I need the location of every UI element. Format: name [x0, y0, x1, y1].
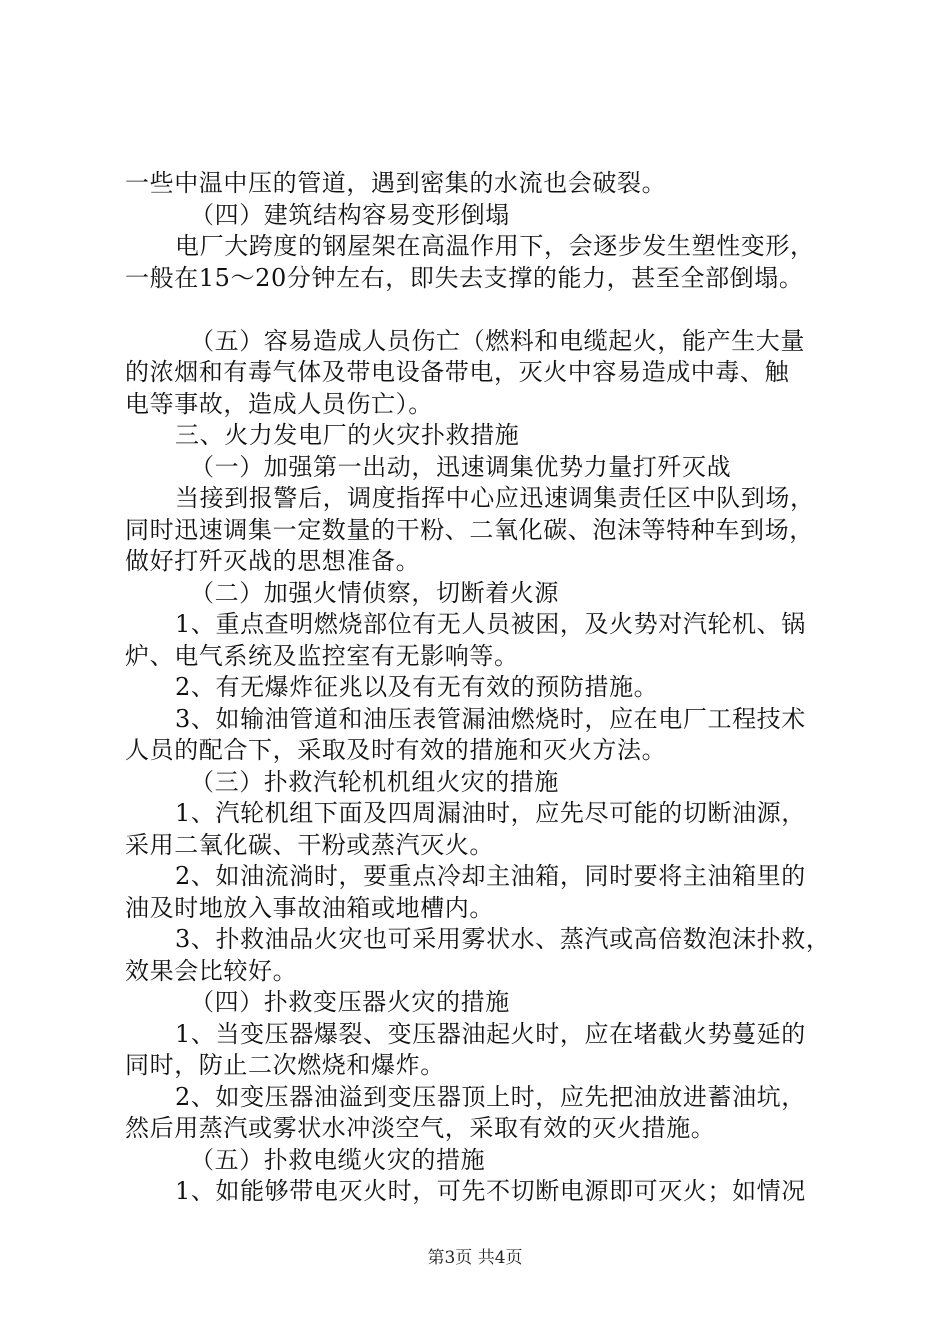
document-body: [125, 168, 835, 1208]
text-line: 1、当变压器爆裂、变压器油起火时，应在堵截火势蔓延的: [175, 1019, 806, 1048]
paragraph-gap: [125, 294, 835, 326]
text-line: 1、重点查明燃烧部位有无人员被困，及火势对汽轮机、锅: [175, 610, 806, 638]
text-line: 2、如油流淌时，要重点冷却主油箱，同时要将主油箱里的: [175, 862, 806, 890]
text-line: 电等事故，造成人员伤亡）。: [125, 389, 433, 418]
text-line: （五）扑救电缆火灾的措施: [190, 1145, 486, 1174]
text-line: （四）建筑结构容易变形倒塌: [190, 200, 510, 229]
text-line: 同时，防止二次燃烧和爆炸。: [125, 1051, 445, 1079]
text-line: 2、有无爆炸征兆以及有无有效的预防措施。: [175, 673, 659, 701]
text-line: 3、如输油管道和油压表管漏油燃烧时，应在电厂工程技术: [175, 704, 806, 733]
text-line: 一般在15～20分钟左右，即失去支撑的能力，甚至全部倒塌。: [125, 263, 804, 292]
text-line: （四）扑救变压器火灾的措施: [190, 988, 510, 1016]
text-line: 2、如变压器油溢到变压器顶上时，应先把油放进蓄油坑，: [175, 1082, 806, 1111]
text-line: 的浓烟和有毒气体及带电设备带电，灭火中容易造成中毒、触: [125, 358, 790, 386]
text-line: 一些中温中压的管道，遇到密集的水流也会破裂。: [125, 169, 667, 197]
text-line: 油及时地放入事故油箱或地槽内。: [125, 893, 494, 922]
text-line: 人员的配合下，采取及时有效的措施和灭火方法。: [125, 736, 667, 764]
text-line: 三、火力发电厂的火灾扑救措施: [175, 421, 520, 449]
text-line: （三）扑救汽轮机机组火灾的措施: [190, 767, 559, 796]
text-line: 然后用蒸汽或雾状水冲淡空气，采取有效的灭火措施。: [125, 1114, 716, 1142]
text-line: 做好打歼灭战的思想准备。: [125, 547, 421, 575]
text-line: 1、汽轮机组下面及四周漏油时，应先尽可能的切断油源，: [175, 799, 806, 827]
text-line: 同时迅速调集一定数量的干粉、二氧化碳、泡沫等特种车到场，: [125, 515, 814, 544]
text-line: 采用二氧化碳、干粉或蒸汽灭火。: [125, 830, 494, 859]
text-line: （二）加强火情侦察，切断着火源: [190, 578, 559, 607]
text-line: （五）容易造成人员伤亡（燃料和电缆起火，能产生大量: [190, 326, 805, 355]
text-line: 1、如能够带电灭火时，可先不切断电源即可灭火；如情况: [175, 1177, 806, 1205]
text-line: 当接到报警后，调度指挥中心应迅速调集责任区中队到场，: [175, 484, 815, 512]
text-line: 炉、电气系统及监控室有无影响等。: [125, 641, 519, 670]
text-line: 电厂大跨度的钢屋架在高温作用下，会逐步发生塑性变形，: [175, 232, 815, 260]
text-line: （一）加强第一出动，迅速调集优势力量打歼灭战: [190, 452, 732, 481]
text-line: 效果会比较好。: [125, 956, 298, 985]
text-line: 3、扑救油品火灾也可采用雾状水、蒸汽或高倍数泡沫扑救，: [175, 925, 831, 953]
page-footer: 第3页 共4页: [427, 1248, 523, 1268]
